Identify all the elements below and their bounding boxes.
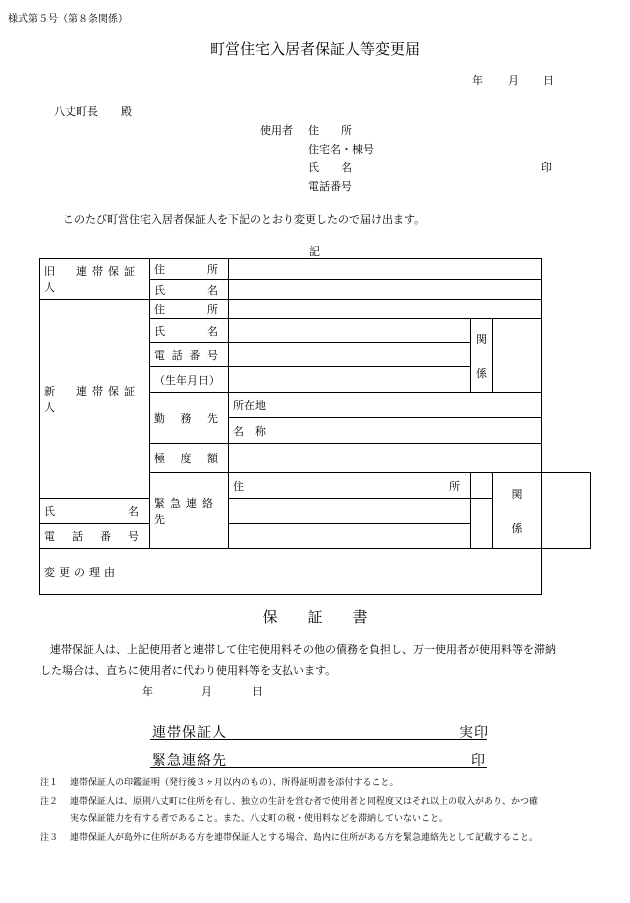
guarantee-title: 保 証 書 xyxy=(262,608,368,626)
applicant-address-label: 住 所 xyxy=(308,124,352,137)
old-guarantor-group: 旧 連帯保証人 xyxy=(40,259,150,300)
workplace-label: 勤 務 先 xyxy=(150,393,229,444)
old-address-field[interactable] xyxy=(229,259,542,280)
applicant-housing-label: 住宅名・棟号 xyxy=(308,143,374,156)
old-address-label: 住 所 xyxy=(150,259,229,280)
emergency-address-label: 住 所 xyxy=(229,473,471,499)
new-address-label: 住 所 xyxy=(150,300,229,319)
old-name-label: 氏 名 xyxy=(150,280,229,300)
emergency-name-label: 氏 名 xyxy=(40,499,150,524)
limit-field[interactable] xyxy=(229,444,542,473)
guarantor-label: 連帯保証人 xyxy=(152,725,227,741)
old-name-field[interactable] xyxy=(229,280,542,300)
limit-label: 極 度 額 xyxy=(150,444,229,473)
guarantor-signature-line[interactable] xyxy=(150,739,487,740)
date-day: 日 xyxy=(543,74,554,87)
emergency-phone-label: 電 話 番 号 xyxy=(40,524,150,549)
change-form-table xyxy=(39,258,591,595)
applicant-name-label: 氏 名 xyxy=(308,161,352,174)
intro-text: このたび町営住宅入居者保証人を下記のとおり変更したので届け出ます。 xyxy=(63,213,426,226)
emergency-phone-field[interactable] xyxy=(229,524,471,549)
new-guarantor-group: 新 連帯保証人 xyxy=(40,300,150,499)
workplace-name-label: 名 称 xyxy=(233,424,266,438)
birth-label: （生年月日） xyxy=(150,367,229,393)
emergency-contact-label: 緊急連絡先 xyxy=(152,753,227,769)
reason-row xyxy=(40,549,591,595)
reason-field[interactable] xyxy=(40,549,542,595)
note-1: 注１ 連帯保証人の印鑑証明（発行後３ヶ月以内のもの）、所得証明書を添付すること。 xyxy=(40,778,399,788)
workplace-location-label: 所在地 xyxy=(233,399,266,412)
workplace-location-field[interactable] xyxy=(229,393,542,418)
new-address-field[interactable] xyxy=(229,300,542,319)
new-relation-field[interactable] xyxy=(493,319,542,393)
emergency-relation-label: 関 係 xyxy=(493,473,542,549)
emergency-name-field[interactable] xyxy=(229,499,471,524)
new-relation-label: 関 係 xyxy=(471,319,493,393)
addressee-suffix: 殿 xyxy=(121,105,132,118)
ki-label: 記 xyxy=(309,245,320,258)
note-3: 注３ 連帯保証人が島外に住所がある方を連帯保証人とする場合、島内に住所がある方を緊急連絡先として記載すること。 xyxy=(40,833,539,843)
form-number: 様式第５号（第８条関係） xyxy=(8,14,128,25)
emergency-group: 緊急連絡先 xyxy=(150,473,229,549)
emergency-signature-line[interactable] xyxy=(150,767,487,768)
reason-label: 変更の理由 xyxy=(44,565,119,579)
old-guarantor-address-row xyxy=(40,259,591,280)
emergency-contact-seal: 印 xyxy=(471,753,486,769)
guarantee-date-month: 月 xyxy=(201,685,212,698)
new-guarantor-address-row xyxy=(40,300,591,319)
new-name-label: 氏 名 xyxy=(150,319,229,343)
guarantee-date-year: 年 xyxy=(142,685,153,698)
birth-field[interactable] xyxy=(229,367,471,393)
guarantee-date-day: 日 xyxy=(252,685,263,698)
date-year: 年 xyxy=(472,74,483,87)
workplace-name-field[interactable] xyxy=(229,418,542,444)
guarantee-text-line1: 連帯保証人は、上記使用者と連帯して住宅使用料その他の債務を負担し、万一使用者が使用料等を滞納 xyxy=(50,643,556,656)
guarantor-seal: 実印 xyxy=(459,725,489,741)
addressee: 八丈町長 xyxy=(54,105,98,118)
applicant-seal: 印 xyxy=(541,161,552,174)
note-2: 注２ 連帯保証人は、原則八丈町に住所を有し、独立の生計を営む者で使用者と同程度又はそれ以上の収入があり、かつ確 xyxy=(40,797,539,807)
new-name-field[interactable] xyxy=(229,319,471,343)
guarantee-text-line2: した場合は、直ちに使用者に代わり使用料等を支払います。 xyxy=(40,664,337,677)
new-phone-label: 電 話 番 号 xyxy=(150,343,229,367)
emergency-address-field[interactable] xyxy=(471,473,493,499)
note-2-continued: 実な保証能力を有する者であること。また、八丈町の税・使用料などを滞納していないこと。 xyxy=(70,814,449,824)
date-month: 月 xyxy=(508,74,519,87)
applicant-role: 使用者 xyxy=(260,124,293,137)
emergency-relation-field[interactable] xyxy=(542,473,591,549)
new-phone-field[interactable] xyxy=(229,343,471,367)
page-title: 町営住宅入居者保証人等変更届 xyxy=(209,40,420,58)
applicant-phone-label: 電話番号 xyxy=(308,180,352,193)
